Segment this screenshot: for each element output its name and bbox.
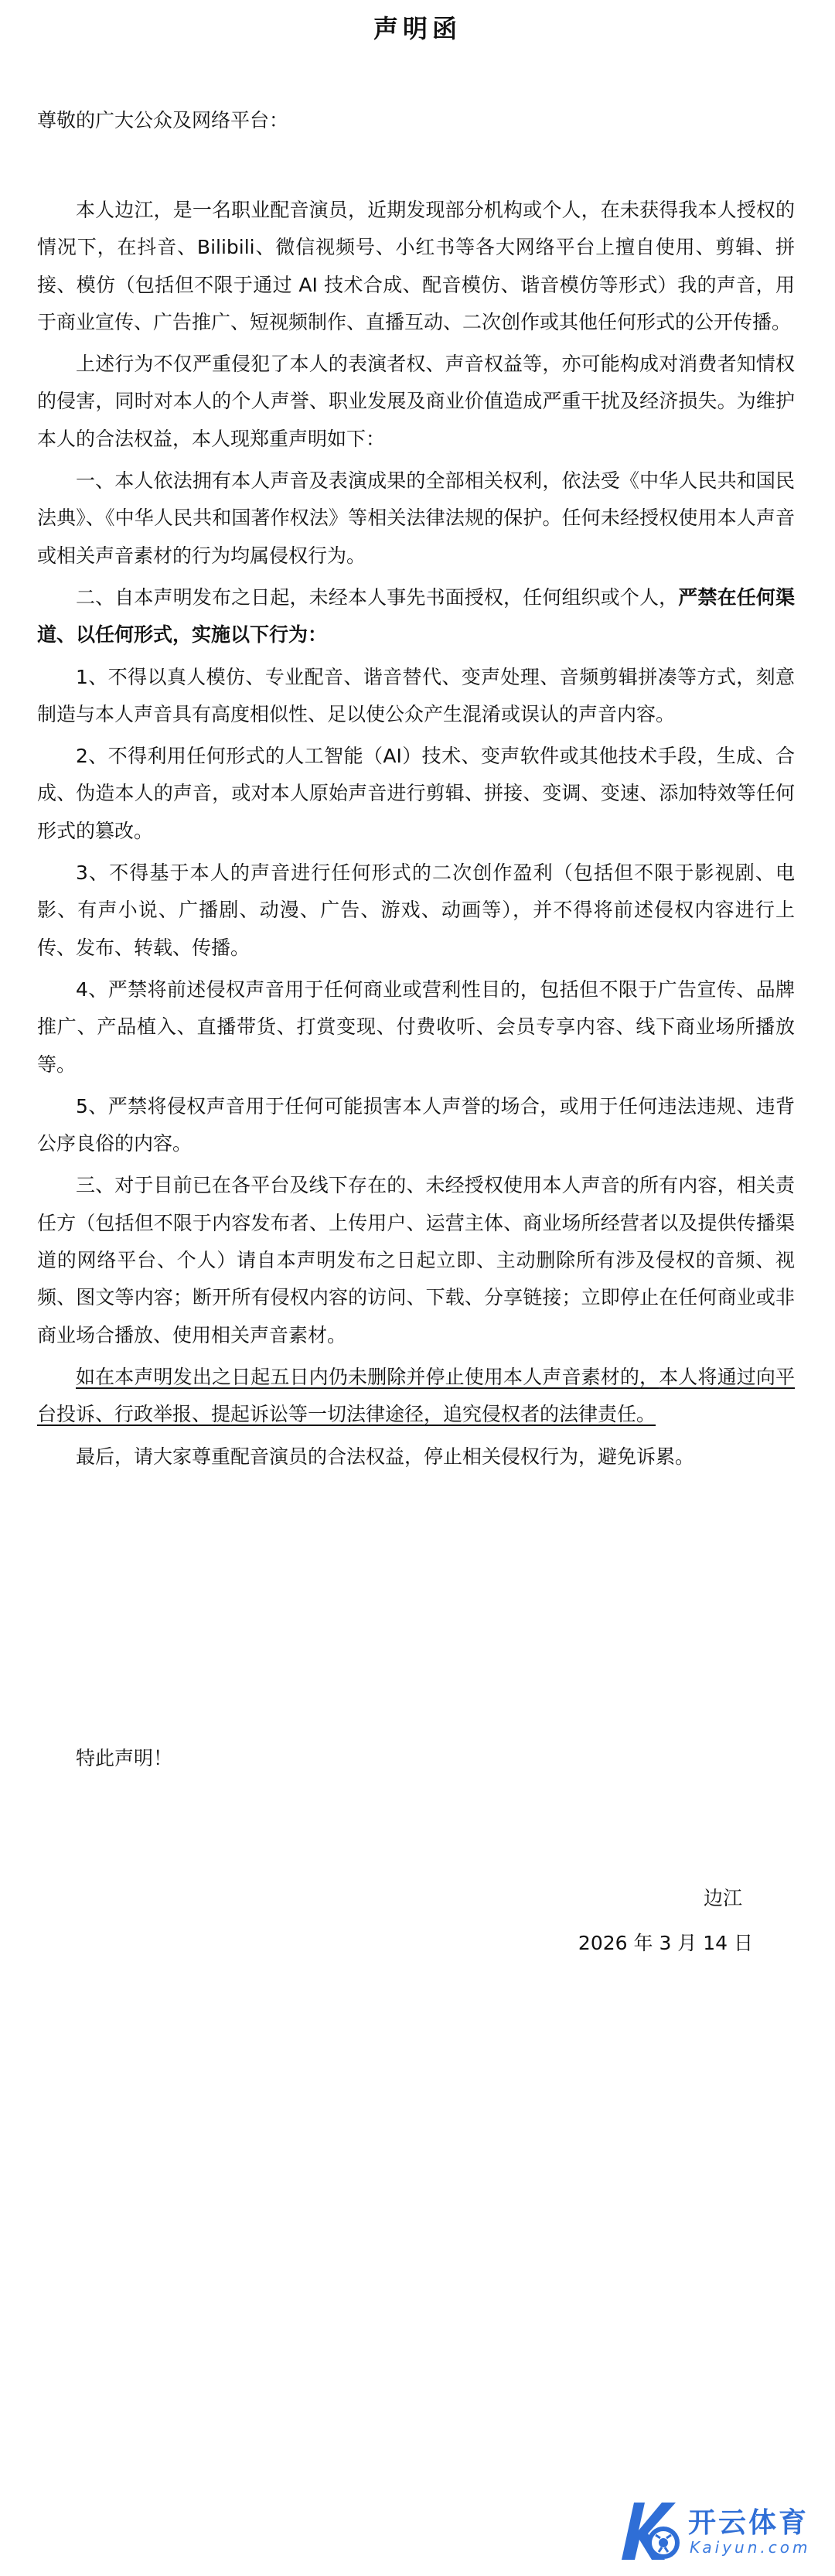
paragraph-final: 最后，请大家尊重配音演员的合法权益，停止相关侵权行为，避免诉累。 <box>76 1445 695 1468</box>
signature-date: 2026 年 3 月 14 日 <box>578 1932 753 1954</box>
clause-2-text: 二、自本声明发布之日起，未经本人事先书面授权，任何组织或个人， <box>76 585 679 609</box>
signature: 边江 <box>703 1887 742 1909</box>
watermark <box>608 2492 824 2569</box>
closing-line: 特此声明！ <box>76 1747 173 1769</box>
watermark-logo-icon <box>608 2492 685 2569</box>
paragraph-item-2: 2、不得利用任何形式的人工智能（AI）技术、变声软件或其他技术手段，生成、合成、伪造本人的声音，或对本人原始声音进行剪辑、拼接、变调、变速、添加特效等任何形式的篡改。 <box>37 745 795 842</box>
paragraph-clause-1: 一、本人依法拥有本人声音及表演成果的全部相关权利，依法受《中华人民共和国民法典》、《中华人民共和国著作权法》等相关法律法规的保护。任何未经授权使用本人声音或相关声音素材的行为均属侵权行为。 <box>37 469 795 567</box>
clause-2-bold-text: 严禁在任何渠道、以任何形式，实施以下行为： <box>37 585 795 647</box>
paragraph-clause-2 <box>37 579 795 654</box>
paragraph-clause-3: 三、对于目前已在各平台及线下存在的、未经授权使用本人声音的所有内容，相关责任方（包括但不限于内容发布者、上传用户、运营主体、商业场所经营者以及提供传播渠道的网络平台、个人）请自本声明发布之日起立即、主动删除所有涉及侵权的音频、视频、图文等内容；断开所有侵权内容的访问、下载、分享链接；立即停止在任何商业或非商业场合播放、使用相关声音素材。 <box>37 1174 795 1346</box>
paragraph-infringement: 上述行为不仅严重侵犯了本人的表演者权、声音权益等，亦可能构成对消费者知情权的侵害，同时对本人的个人声誉、职业发展及商业价值造成严重干扰及经济损失。为维护本人的合法权益，本人现郑重声明如下： <box>37 353 795 450</box>
legal-action-underlined-a: 如在本声明发出之日起五日内仍未删除并停止使用本人声音素材的， <box>76 1365 659 1388</box>
salutation: 尊敬的广大公众及网络平台： <box>37 109 289 131</box>
statement-body <box>37 192 795 1480</box>
paragraph-item-5: 5、严禁将侵权声音用于任何可能损害本人声誉的场合，或用于任何违法违规、违背公序良俗的内容。 <box>37 1094 795 1155</box>
paragraph-legal-action <box>37 1359 795 1434</box>
legal-action-underlined-b: 本人将通过向平台投诉、行政举报、提起诉讼等一切法律途径，追究侵权者的法律责任。 <box>37 1365 795 1426</box>
watermark-domain: Kaiyun.com <box>690 2538 811 2557</box>
document-title: 声明函 <box>373 14 462 43</box>
paragraph-item-4: 4、严禁将前述侵权声音用于任何商业或营利性目的，包括但不限于广告宣传、品牌推广、产品植入、直播带货、打赏变现、付费收听、会员专享内容、线下商业场所播放等。 <box>37 978 795 1076</box>
paragraph-item-1: 1、不得以真人模仿、专业配音、谐音替代、变声处理、音频剪辑拼凑等方式，刻意制造与本人声音具有高度相似性、足以使公众产生混淆或误认的声音内容。 <box>37 665 795 725</box>
watermark-brand-name: 开云体育 <box>688 2507 809 2539</box>
paragraph-item-3: 3、不得基于本人的声音进行任何形式的二次创作盈利（包括但不限于影视剧、电影、有声小说、广播剧、动漫、广告、游戏、动画等），并不得将前述侵权内容进行上传、发布、转载、传播。 <box>37 862 795 959</box>
paragraph-intro: 本人边江，是一名职业配音演员，近期发现部分机构或个人，在未获得我本人授权的情况下，在抖音、Bilibili、微信视频号、小红书等各大网络平台上擅自使用、剪辑、拼接、模仿（包括但不限于通过 AI 技术合成、配音模仿、谐音模仿等形式）我的声音，用于商业宣传、广告推广、短视频制作、直播互动、二次创作或其他任何形式的公开传播。 <box>37 199 795 333</box>
